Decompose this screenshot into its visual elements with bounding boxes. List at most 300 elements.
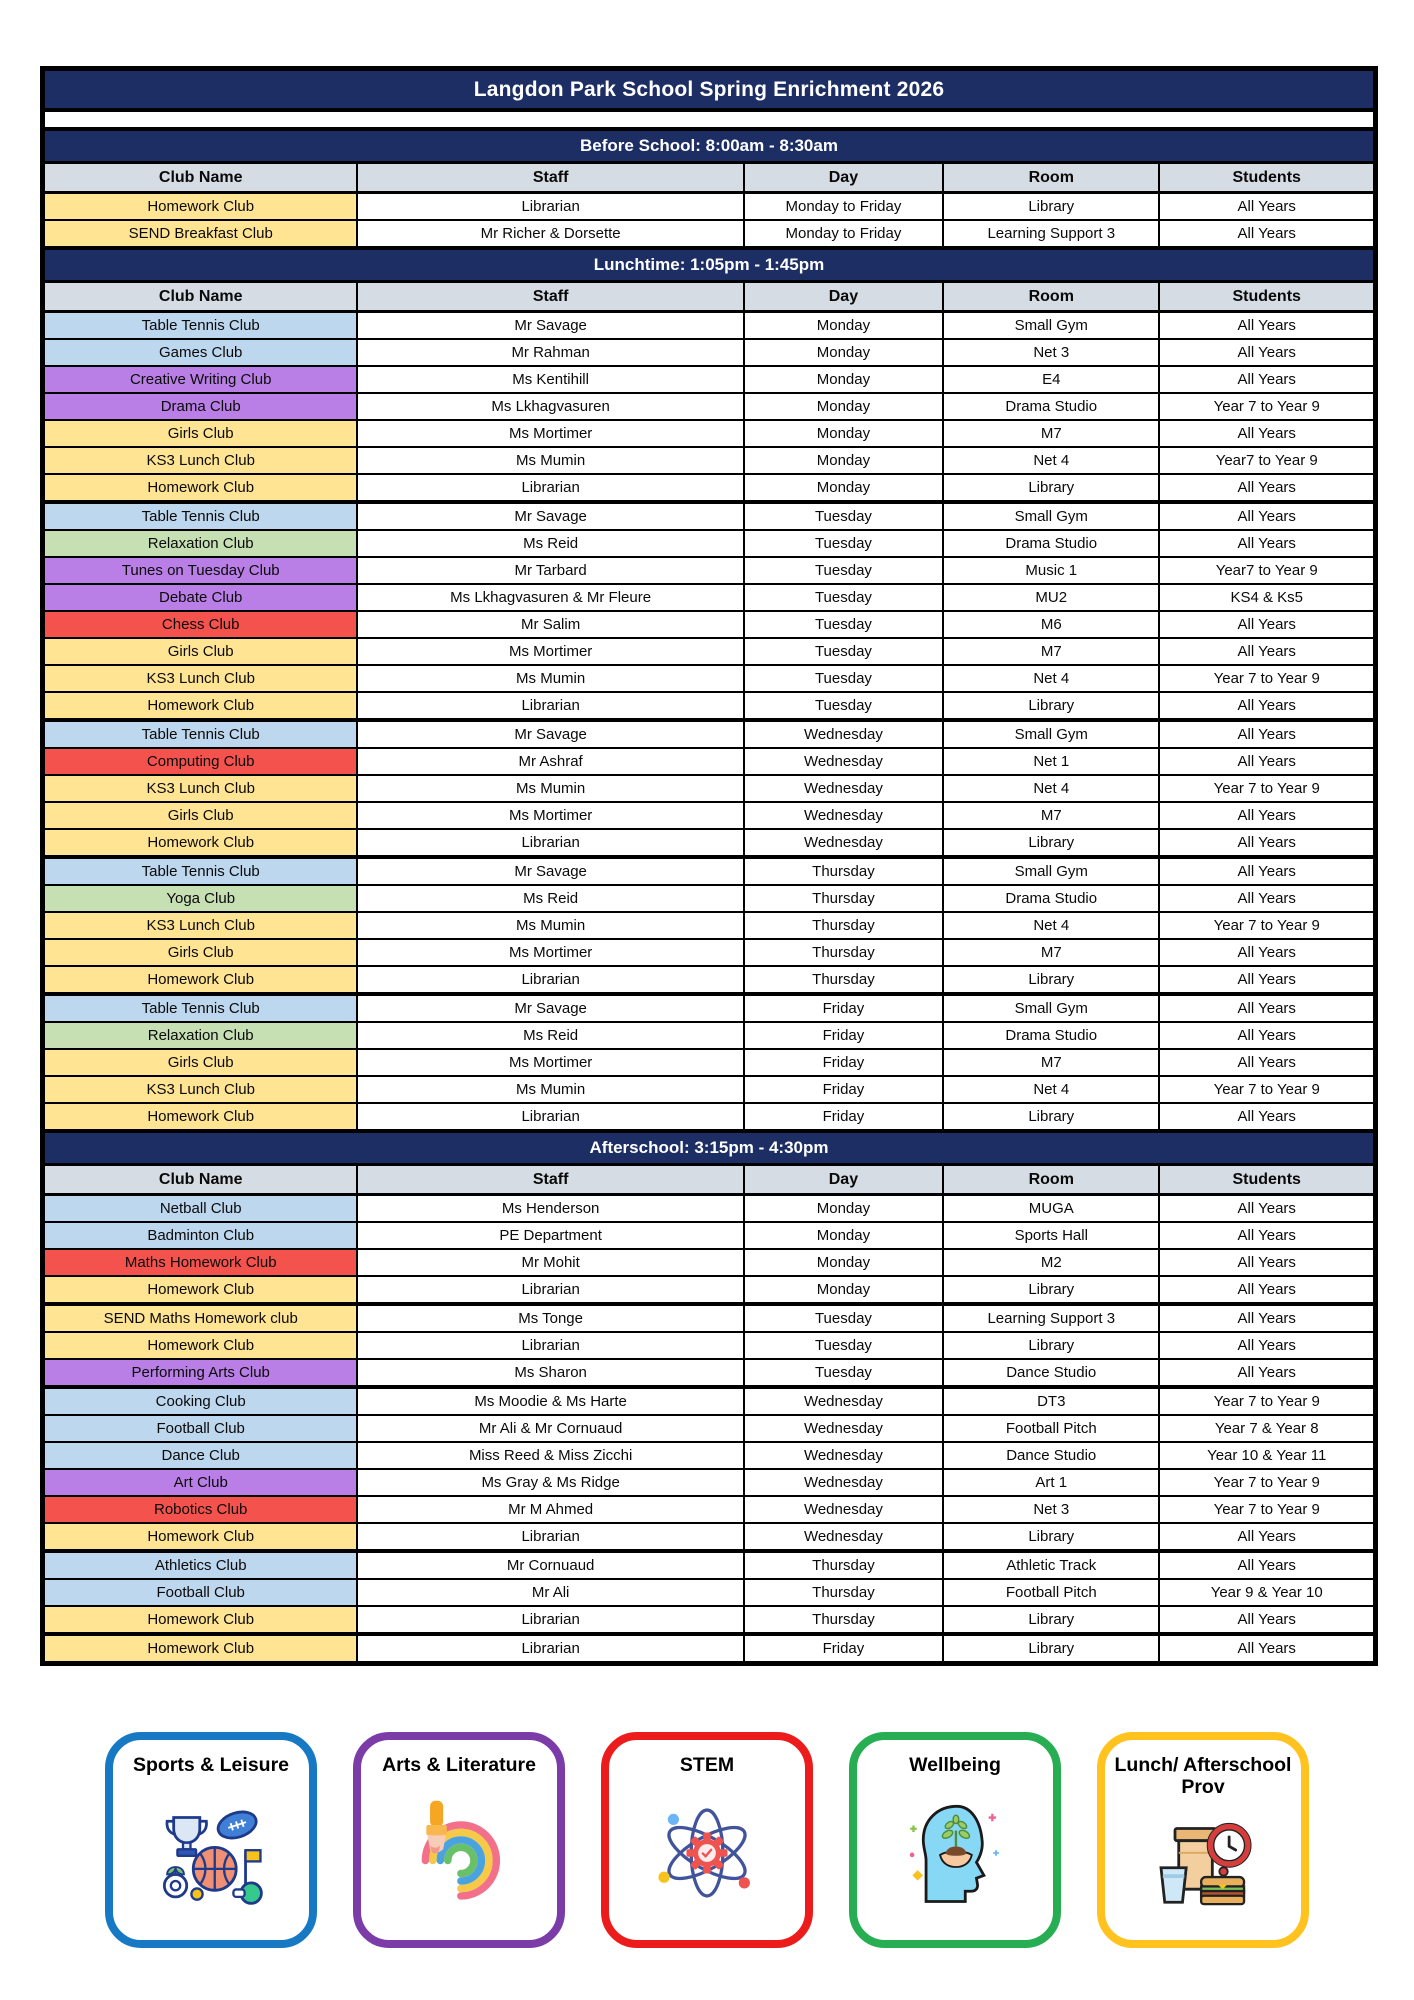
club-name-cell: KS3 Lunch Club	[45, 448, 358, 473]
table-row	[45, 859, 1373, 884]
column-header-staff: Staff	[358, 283, 744, 310]
club-name-cell: Netball Club	[45, 1196, 358, 1221]
students-cell: All Years	[1160, 221, 1372, 246]
day-cell: Wednesday	[745, 830, 944, 855]
table-row	[45, 1248, 1373, 1275]
club-name-cell: KS3 Lunch Club	[45, 666, 358, 691]
students-cell: Year 7 to Year 9	[1160, 1497, 1372, 1522]
room-cell: Learning Support 3	[944, 221, 1160, 246]
students-cell: All Years	[1160, 504, 1372, 529]
day-cell: Monday	[745, 367, 944, 392]
section-header: Lunchtime: 1:05pm - 1:45pm	[45, 246, 1373, 280]
room-cell: Drama Studio	[944, 1023, 1160, 1048]
room-cell: Net 4	[944, 913, 1160, 938]
club-name-cell: Relaxation Club	[45, 531, 358, 556]
day-group	[45, 1302, 1373, 1385]
students-cell: All Years	[1160, 1636, 1372, 1661]
staff-cell: Ms Mortimer	[358, 421, 744, 446]
day-cell: Thursday	[745, 1553, 944, 1578]
staff-cell: Mr Savage	[358, 504, 744, 529]
students-cell: Year 7 to Year 9	[1160, 1470, 1372, 1495]
legend-box-sports-leisure	[105, 1732, 317, 1948]
staff-cell: Mr Ashraf	[358, 749, 744, 774]
students-cell: All Years	[1160, 830, 1372, 855]
students-cell: All Years	[1160, 531, 1372, 556]
room-cell: Sports Hall	[944, 1223, 1160, 1248]
column-header-club-name: Club Name	[45, 283, 358, 310]
club-name-cell: Homework Club	[45, 830, 358, 855]
students-cell: Year 7 to Year 9	[1160, 1389, 1372, 1414]
staff-cell: Ms Mumin	[358, 776, 744, 801]
room-cell: Art 1	[944, 1470, 1160, 1495]
table-row	[45, 556, 1373, 583]
legend-label: Wellbeing	[909, 1754, 1001, 1776]
stem-icon	[651, 1776, 763, 1930]
day-cell: Monday	[745, 1250, 944, 1275]
room-cell: M7	[944, 940, 1160, 965]
club-name-cell: KS3 Lunch Club	[45, 913, 358, 938]
staff-cell: Mr Mohit	[358, 1250, 744, 1275]
staff-cell: Ms Mortimer	[358, 1050, 744, 1075]
room-cell: Drama Studio	[944, 886, 1160, 911]
day-cell: Wednesday	[745, 1416, 944, 1441]
staff-cell: Ms Lkhagvasuren	[358, 394, 744, 419]
day-cell: Friday	[745, 1636, 944, 1661]
club-name-cell: SEND Breakfast Club	[45, 221, 358, 246]
club-name-cell: Cooking Club	[45, 1389, 358, 1414]
club-name-cell: Table Tennis Club	[45, 859, 358, 884]
staff-cell: Librarian	[358, 1524, 744, 1549]
staff-cell: Ms Mortimer	[358, 803, 744, 828]
day-cell: Thursday	[745, 913, 944, 938]
table-row	[45, 219, 1373, 246]
day-cell: Thursday	[745, 940, 944, 965]
day-cell: Friday	[745, 996, 944, 1021]
students-cell: All Years	[1160, 1050, 1372, 1075]
table-row	[45, 419, 1373, 446]
students-cell: All Years	[1160, 940, 1372, 965]
club-name-cell: Homework Club	[45, 194, 358, 219]
table-row	[45, 1522, 1373, 1549]
club-name-cell: Table Tennis Club	[45, 996, 358, 1021]
room-cell: Library	[944, 1636, 1160, 1661]
room-cell: Net 4	[944, 1077, 1160, 1102]
table-row	[45, 1495, 1373, 1522]
table-row	[45, 1306, 1373, 1331]
club-name-cell: Debate Club	[45, 585, 358, 610]
students-cell: All Years	[1160, 1333, 1372, 1358]
room-cell: Library	[944, 194, 1160, 219]
club-name-cell: Tunes on Tuesday Club	[45, 558, 358, 583]
legend-box-arts-literature	[353, 1732, 565, 1948]
table-row	[45, 828, 1373, 855]
staff-cell: Ms Gray & Ms Ridge	[358, 1470, 744, 1495]
day-group	[45, 500, 1373, 718]
day-cell: Monday	[745, 1223, 944, 1248]
room-cell: Library	[944, 1277, 1160, 1302]
staff-cell: Librarian	[358, 830, 744, 855]
room-cell: Library	[944, 1333, 1160, 1358]
staff-cell: Mr Cornuaud	[358, 1553, 744, 1578]
room-cell: Small Gym	[944, 996, 1160, 1021]
column-header-day: Day	[745, 283, 944, 310]
day-cell: Thursday	[745, 859, 944, 884]
table-row	[45, 1048, 1373, 1075]
day-cell: Monday	[745, 313, 944, 338]
club-name-cell: Athletics Club	[45, 1553, 358, 1578]
staff-cell: Mr Savage	[358, 313, 744, 338]
room-cell: Football Pitch	[944, 1416, 1160, 1441]
staff-cell: Librarian	[358, 1104, 744, 1129]
table-row	[45, 1553, 1373, 1578]
room-cell: M6	[944, 612, 1160, 637]
table-row	[45, 1275, 1373, 1302]
club-name-cell: Robotics Club	[45, 1497, 358, 1522]
room-cell: E4	[944, 367, 1160, 392]
club-name-cell: Computing Club	[45, 749, 358, 774]
staff-cell: Ms Kentihill	[358, 367, 744, 392]
table-row	[45, 446, 1373, 473]
room-cell: Library	[944, 1104, 1160, 1129]
column-header-students: Students	[1160, 164, 1372, 191]
day-cell: Monday	[745, 475, 944, 500]
day-group	[45, 1385, 1373, 1549]
table-row	[45, 1578, 1373, 1605]
table-row	[45, 1468, 1373, 1495]
students-cell: All Years	[1160, 340, 1372, 365]
legend-label: Lunch/ Afterschool Prov	[1114, 1754, 1292, 1799]
table-row	[45, 884, 1373, 911]
sports-leisure-icon	[155, 1776, 267, 1930]
day-cell: Friday	[745, 1023, 944, 1048]
day-cell: Wednesday	[745, 1470, 944, 1495]
column-header-staff: Staff	[358, 164, 744, 191]
students-cell: All Years	[1160, 886, 1372, 911]
club-name-cell: Homework Club	[45, 475, 358, 500]
day-cell: Monday	[745, 1277, 944, 1302]
day-cell: Thursday	[745, 1607, 944, 1632]
column-header-students: Students	[1160, 1166, 1372, 1193]
column-header-room: Room	[944, 164, 1160, 191]
staff-cell: Ms Mortimer	[358, 639, 744, 664]
day-cell: Tuesday	[745, 666, 944, 691]
table-row	[45, 637, 1373, 664]
day-cell: Monday	[745, 394, 944, 419]
staff-cell: Ms Lkhagvasuren & Mr Fleure	[358, 585, 744, 610]
staff-cell: Mr Salim	[358, 612, 744, 637]
legend-box-stem	[601, 1732, 813, 1948]
day-cell: Thursday	[745, 886, 944, 911]
table-row	[45, 911, 1373, 938]
room-cell: DT3	[944, 1389, 1160, 1414]
table-row	[45, 747, 1373, 774]
day-group	[45, 855, 1373, 992]
table-row	[45, 610, 1373, 637]
table-row	[45, 529, 1373, 556]
staff-cell: Miss Reed & Miss Zicchi	[358, 1443, 744, 1468]
students-cell: KS4 & Ks5	[1160, 585, 1372, 610]
students-cell: All Years	[1160, 693, 1372, 718]
table-row	[45, 664, 1373, 691]
table-row	[45, 1196, 1373, 1221]
club-name-cell: Creative Writing Club	[45, 367, 358, 392]
club-name-cell: Girls Club	[45, 940, 358, 965]
staff-cell: Ms Tonge	[358, 1306, 744, 1331]
club-name-cell: Performing Arts Club	[45, 1360, 358, 1385]
club-name-cell: Art Club	[45, 1470, 358, 1495]
column-header-staff: Staff	[358, 1166, 744, 1193]
table-row	[45, 774, 1373, 801]
day-cell: Wednesday	[745, 1389, 944, 1414]
students-cell: Year 9 & Year 10	[1160, 1580, 1372, 1605]
staff-cell: Mr Savage	[358, 996, 744, 1021]
club-name-cell: Yoga Club	[45, 886, 358, 911]
room-cell: Net 4	[944, 448, 1160, 473]
day-group	[45, 313, 1373, 500]
staff-cell: Librarian	[358, 194, 744, 219]
staff-cell: Mr Savage	[358, 722, 744, 747]
staff-cell: Librarian	[358, 1277, 744, 1302]
room-cell: Learning Support 3	[944, 1306, 1160, 1331]
day-cell: Thursday	[745, 967, 944, 992]
day-group	[45, 992, 1373, 1129]
room-cell: Small Gym	[944, 504, 1160, 529]
section-header: Before School: 8:00am - 8:30am	[45, 127, 1373, 161]
students-cell: Year 7 to Year 9	[1160, 913, 1372, 938]
students-cell: Year 7 to Year 9	[1160, 394, 1372, 419]
table-row	[45, 691, 1373, 718]
staff-cell: Ms Sharon	[358, 1360, 744, 1385]
club-name-cell: Homework Club	[45, 1524, 358, 1549]
students-cell: All Years	[1160, 421, 1372, 446]
students-cell: All Years	[1160, 722, 1372, 747]
column-header-club-name: Club Name	[45, 164, 358, 191]
students-cell: All Years	[1160, 194, 1372, 219]
students-cell: All Years	[1160, 1104, 1372, 1129]
room-cell: Music 1	[944, 558, 1160, 583]
day-cell: Friday	[745, 1077, 944, 1102]
staff-cell: Ms Reid	[358, 886, 744, 911]
club-name-cell: Homework Club	[45, 693, 358, 718]
day-cell: Monday	[745, 448, 944, 473]
table-row	[45, 365, 1373, 392]
club-name-cell: Girls Club	[45, 639, 358, 664]
staff-cell: Ms Mumin	[358, 913, 744, 938]
staff-cell: Mr Ali	[358, 1580, 744, 1605]
club-name-cell: Homework Club	[45, 1104, 358, 1129]
day-cell: Friday	[745, 1050, 944, 1075]
table-row	[45, 1636, 1373, 1661]
students-cell: All Years	[1160, 1277, 1372, 1302]
club-name-cell: Homework Club	[45, 1277, 358, 1302]
staff-cell: Librarian	[358, 1607, 744, 1632]
students-cell: Year 7 to Year 9	[1160, 1077, 1372, 1102]
club-name-cell: Badminton Club	[45, 1223, 358, 1248]
table-row	[45, 313, 1373, 338]
day-cell: Tuesday	[745, 558, 944, 583]
club-name-cell: Homework Club	[45, 967, 358, 992]
table-row	[45, 1331, 1373, 1358]
table-row	[45, 473, 1373, 500]
column-header-row	[45, 280, 1373, 313]
day-group	[45, 1549, 1373, 1632]
day-cell: Monday	[745, 421, 944, 446]
room-cell: M7	[944, 803, 1160, 828]
club-name-cell: Football Club	[45, 1580, 358, 1605]
staff-cell: Ms Reid	[358, 1023, 744, 1048]
club-name-cell: SEND Maths Homework club	[45, 1306, 358, 1331]
day-cell: Tuesday	[745, 531, 944, 556]
day-cell: Tuesday	[745, 639, 944, 664]
category-legend	[0, 1732, 1414, 1948]
room-cell: Net 3	[944, 340, 1160, 365]
table-row	[45, 801, 1373, 828]
staff-cell: Mr M Ahmed	[358, 1497, 744, 1522]
column-header-students: Students	[1160, 283, 1372, 310]
staff-cell: Ms Mortimer	[358, 940, 744, 965]
students-cell: All Years	[1160, 803, 1372, 828]
table-row	[45, 1441, 1373, 1468]
club-name-cell: Drama Club	[45, 394, 358, 419]
table-row	[45, 938, 1373, 965]
students-cell: All Years	[1160, 1306, 1372, 1331]
day-group	[45, 1632, 1373, 1661]
club-name-cell: Table Tennis Club	[45, 504, 358, 529]
day-cell: Tuesday	[745, 1306, 944, 1331]
staff-cell: Mr Richer & Dorsette	[358, 221, 744, 246]
table-row	[45, 1021, 1373, 1048]
room-cell: Net 1	[944, 749, 1160, 774]
day-cell: Monday to Friday	[745, 221, 944, 246]
students-cell: All Years	[1160, 367, 1372, 392]
staff-cell: Ms Mumin	[358, 666, 744, 691]
staff-cell: Mr Rahman	[358, 340, 744, 365]
legend-box-lunch-afterschool-prov	[1097, 1732, 1309, 1948]
day-cell: Wednesday	[745, 749, 944, 774]
room-cell: Football Pitch	[944, 1580, 1160, 1605]
room-cell: M7	[944, 639, 1160, 664]
room-cell: Athletic Track	[944, 1553, 1160, 1578]
room-cell: Library	[944, 1607, 1160, 1632]
room-cell: Library	[944, 1524, 1160, 1549]
room-cell: M2	[944, 1250, 1160, 1275]
room-cell: M7	[944, 1050, 1160, 1075]
club-name-cell: Girls Club	[45, 421, 358, 446]
staff-cell: Ms Henderson	[358, 1196, 744, 1221]
staff-cell: Ms Mumin	[358, 448, 744, 473]
club-name-cell: Maths Homework Club	[45, 1250, 358, 1275]
club-name-cell: Homework Club	[45, 1333, 358, 1358]
lunch-afterschool-icon	[1147, 1799, 1259, 1930]
table-row	[45, 1389, 1373, 1414]
day-cell: Tuesday	[745, 1333, 944, 1358]
club-name-cell: Homework Club	[45, 1636, 358, 1661]
students-cell: All Years	[1160, 639, 1372, 664]
room-cell: Small Gym	[944, 313, 1160, 338]
title-gap	[45, 108, 1373, 127]
room-cell: Net 3	[944, 1497, 1160, 1522]
students-cell: All Years	[1160, 1607, 1372, 1632]
club-name-cell: Relaxation Club	[45, 1023, 358, 1048]
club-name-cell: Table Tennis Club	[45, 722, 358, 747]
day-cell: Monday	[745, 1196, 944, 1221]
table-row	[45, 194, 1373, 219]
club-name-cell: Girls Club	[45, 1050, 358, 1075]
staff-cell: Librarian	[358, 475, 744, 500]
staff-cell: Librarian	[358, 693, 744, 718]
staff-cell: Mr Savage	[358, 859, 744, 884]
room-cell: Small Gym	[944, 722, 1160, 747]
students-cell: All Years	[1160, 859, 1372, 884]
day-group	[45, 194, 1373, 246]
club-name-cell: Homework Club	[45, 1607, 358, 1632]
club-name-cell: Football Club	[45, 1416, 358, 1441]
day-group	[45, 718, 1373, 855]
students-cell: All Years	[1160, 313, 1372, 338]
day-cell: Wednesday	[745, 722, 944, 747]
table-row	[45, 1102, 1373, 1129]
table-row	[45, 722, 1373, 747]
day-group	[45, 1196, 1373, 1302]
column-header-row	[45, 161, 1373, 194]
table-row	[45, 996, 1373, 1021]
table-row	[45, 1414, 1373, 1441]
day-cell: Monday to Friday	[745, 194, 944, 219]
room-cell: MU2	[944, 585, 1160, 610]
day-cell: Wednesday	[745, 1524, 944, 1549]
table-row	[45, 1075, 1373, 1102]
day-cell: Thursday	[745, 1580, 944, 1605]
club-name-cell: Dance Club	[45, 1443, 358, 1468]
staff-cell: Ms Mumin	[358, 1077, 744, 1102]
students-cell: All Years	[1160, 1223, 1372, 1248]
wellbeing-icon	[899, 1776, 1011, 1930]
table-row	[45, 1221, 1373, 1248]
staff-cell: Librarian	[358, 1636, 744, 1661]
club-name-cell: Games Club	[45, 340, 358, 365]
room-cell: Net 4	[944, 666, 1160, 691]
table-row	[45, 392, 1373, 419]
room-cell: Small Gym	[944, 859, 1160, 884]
room-cell: Library	[944, 967, 1160, 992]
day-cell: Wednesday	[745, 1443, 944, 1468]
room-cell: Dance Studio	[944, 1360, 1160, 1385]
column-header-row	[45, 1163, 1373, 1196]
table-row	[45, 1358, 1373, 1385]
room-cell: MUGA	[944, 1196, 1160, 1221]
room-cell: Library	[944, 830, 1160, 855]
room-cell: Library	[944, 693, 1160, 718]
students-cell: All Years	[1160, 612, 1372, 637]
arts-literature-icon	[403, 1776, 515, 1930]
day-cell: Wednesday	[745, 803, 944, 828]
room-cell: Drama Studio	[944, 394, 1160, 419]
day-cell: Tuesday	[745, 585, 944, 610]
students-cell: All Years	[1160, 1250, 1372, 1275]
room-cell: M7	[944, 421, 1160, 446]
students-cell: Year 10 & Year 11	[1160, 1443, 1372, 1468]
students-cell: All Years	[1160, 996, 1372, 1021]
students-cell: All Years	[1160, 1023, 1372, 1048]
column-header-day: Day	[745, 1166, 944, 1193]
club-name-cell: Girls Club	[45, 803, 358, 828]
day-cell: Friday	[745, 1104, 944, 1129]
table-row	[45, 504, 1373, 529]
column-header-room: Room	[944, 1166, 1160, 1193]
column-header-room: Room	[944, 283, 1160, 310]
students-cell: All Years	[1160, 1524, 1372, 1549]
timetable-sections	[45, 127, 1373, 1661]
